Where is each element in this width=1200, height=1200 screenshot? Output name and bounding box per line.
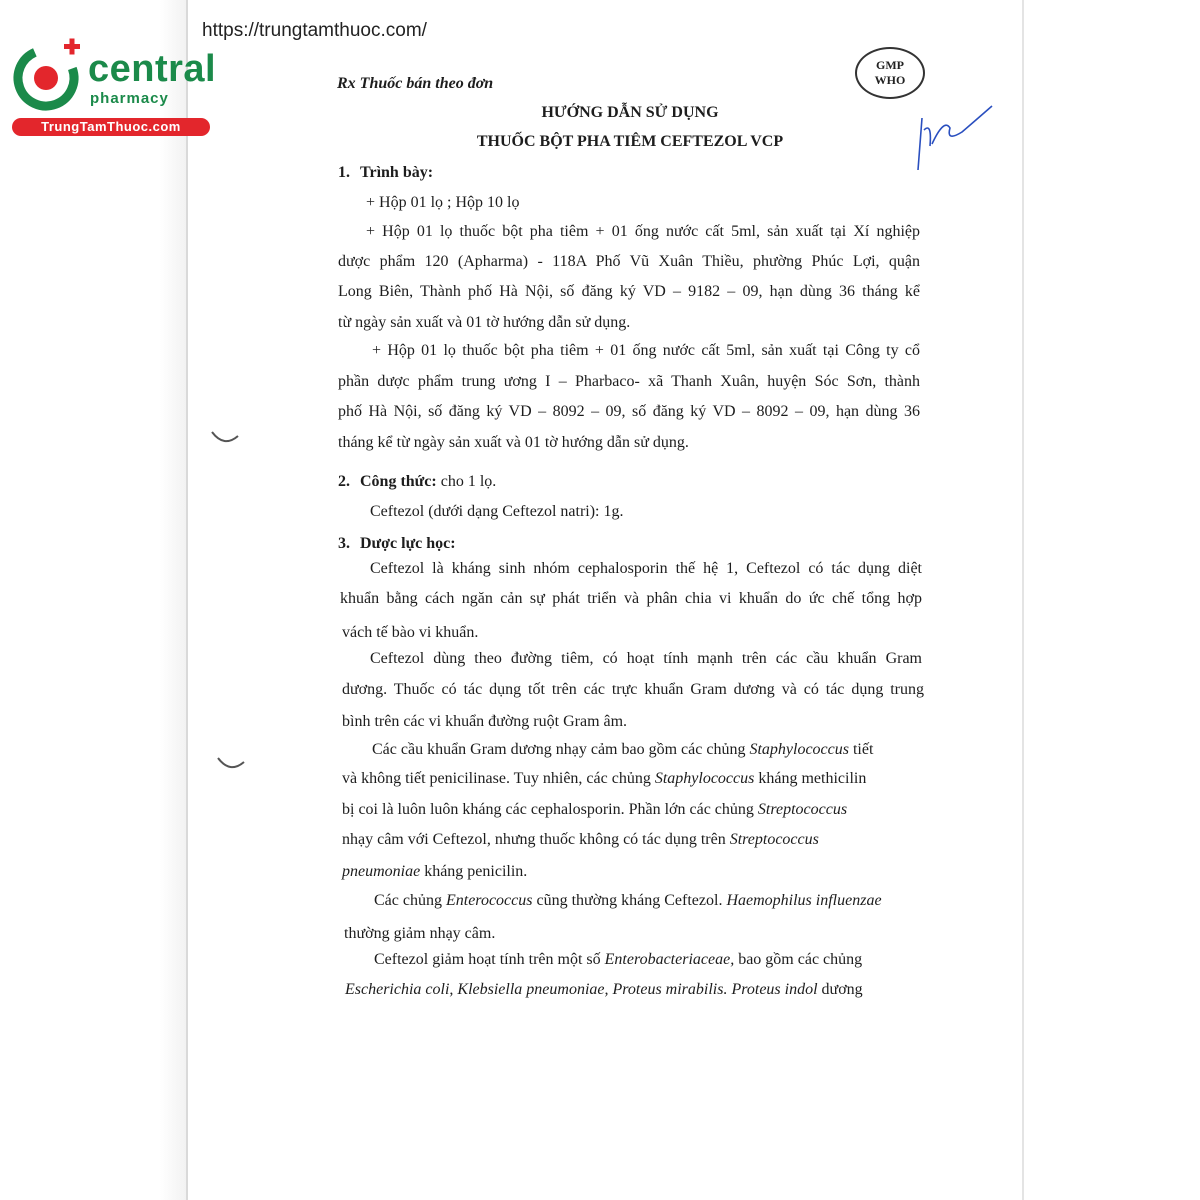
text-span: Ceftezol giảm hoạt tính trên một số [374,951,605,968]
italic-term: Staphylococcus [654,770,755,787]
text-line [372,741,873,759]
text-line [342,801,847,819]
text-line [342,863,527,881]
text-line [345,981,863,999]
logo-subtitle: pharmacy [90,90,169,107]
text-line: + Hộp 01 lọ ; Hộp 10 lọ [366,194,520,211]
text-line: phần dược phẩm trung ương I – Pharbaco- xã Thanh Xuân, huyện Sóc Sơn, thành [338,373,920,390]
section-title: Trình bày: [360,164,434,181]
text-line: + Hộp 01 lọ thuốc bột pha tiêm + 01 ống nước cất 5ml, sản xuất tại Xí nghiệp [366,223,920,240]
document-title-line-2: THUỐC BỘT PHA TIÊM CEFTEZOL VCP [476,133,784,150]
logo[interactable] [10,38,215,138]
document-title-line-1: HƯỚNG DẪN SỬ DỤNG [541,104,719,121]
text-span: kháng penicilin. [420,863,528,880]
text-line: dương. Thuốc có tác dụng tốt trên các trực khuẩn Gram dương và có tác dụng trung [342,681,924,698]
gmp-who-stamp [855,47,925,99]
italic-term: Escherichia coli, Klebsiella pneumoniae, Proteus mirabilis. Proteus indol [345,981,818,998]
italic-term: Enterococcus [445,892,533,909]
text-span: bị coi là luôn luôn kháng các cephalosporin. Phần lớn các chủng [342,801,758,818]
section-title: Công thức: [360,473,437,490]
italic-term: Streptococcus [729,831,819,848]
section-1-heading [338,164,433,182]
punch-hole-mark [210,428,240,448]
text-line: Ceftezol dùng theo đường tiêm, có hoạt tính mạnh trên các cầu khuẩn Gram [370,650,922,667]
italic-term: Enterobacteriaceae, [604,951,735,968]
text-span: tiết [848,741,874,758]
logo-name: central [88,48,217,90]
section-number: 2. [338,473,350,490]
italic-term: Staphylococcus [749,741,849,758]
text-line: thường giảm nhạy câm. [344,925,496,942]
text-span: bao gồm các chủng [734,951,863,968]
text-span: Các chủng [374,892,446,909]
sheet-right-edge [1022,0,1024,1200]
text-line [342,770,866,788]
section-number: 1. [338,164,350,181]
section-number: 3. [338,535,350,552]
text-span: kháng methicilin [754,770,867,787]
text-line: từ ngày sản xuất và 01 tờ hướng dẫn sử dụng. [338,314,631,331]
sheet-shadow [160,0,186,1200]
italic-term: Streptococcus [757,801,848,818]
punch-hole-mark [216,754,246,774]
logo-banner: TrungTamThuoc.com [12,118,210,136]
text-span: và không tiết penicilinase. Tuy nhiên, các chủng [342,770,655,787]
source-url[interactable]: https://trungtamthuoc.com/ [202,20,427,41]
text-span: nhạy câm với Ceftezol, nhưng thuốc không có tác dụng trên [342,831,730,848]
italic-term: pneumoniae [342,863,421,880]
text-line: phố Hà Nội, số đăng ký VD – 8092 – 09, số đăng ký VD – 8092 – 09, hạn dùng 36 [338,403,920,420]
text-span: dương [817,981,863,998]
prescription-label: Rx Thuốc bán theo đơn [337,75,494,92]
sheet-left-edge [186,0,188,1200]
stamp-line-2: WHO [874,73,906,87]
text-line: bình trên các vi khuẩn đường ruột Gram âm. [342,713,628,730]
text-line: khuẩn bằng cách ngăn cản sự phát triển và phân chia vi khuẩn do ức chế tổng hợp [340,590,922,607]
section-3-heading [338,535,456,553]
pharmacy-cross-logo-icon [10,38,86,114]
text-line: Ceftezol là kháng sinh nhóm cephalosporin thế hệ 1, Ceftezol có tác dụng diệt [370,560,922,577]
text-line: Long Biên, Thành phố Hà Nội, số đăng ký VD – 9182 – 09, hạn dùng 36 tháng kể [338,283,920,300]
text-line [342,831,819,849]
text-span: Các cầu khuẩn Gram dương nhạy cảm bao gồm các chủng [372,741,750,758]
text-line: Ceftezol (dưới dạng Ceftezol natri): 1g. [370,503,624,520]
section-title-extra: cho 1 lọ. [436,473,497,490]
text-span: cũng thường kháng Ceftezol. [532,892,727,909]
text-line: tháng kể từ ngày sản xuất và 01 tờ hướng dẫn sử dụng. [338,434,689,451]
section-2-heading [338,473,496,491]
text-line: dược phẩm 120 (Apharma) - 118A Phố Vũ Xuân Thiều, phường Phúc Lợi, quận [338,253,920,270]
italic-term: Haemophilus influenzae [726,892,882,909]
text-line: vách tế bào vi khuẩn. [342,624,479,641]
stamp-line-1: GMP [876,58,904,72]
section-title: Dược lực học: [360,535,456,552]
text-line [374,892,882,910]
text-line [374,951,862,969]
text-line: + Hộp 01 lọ thuốc bột pha tiêm + 01 ống nước cất 5ml, sản xuất tại Công ty cổ [372,342,920,359]
